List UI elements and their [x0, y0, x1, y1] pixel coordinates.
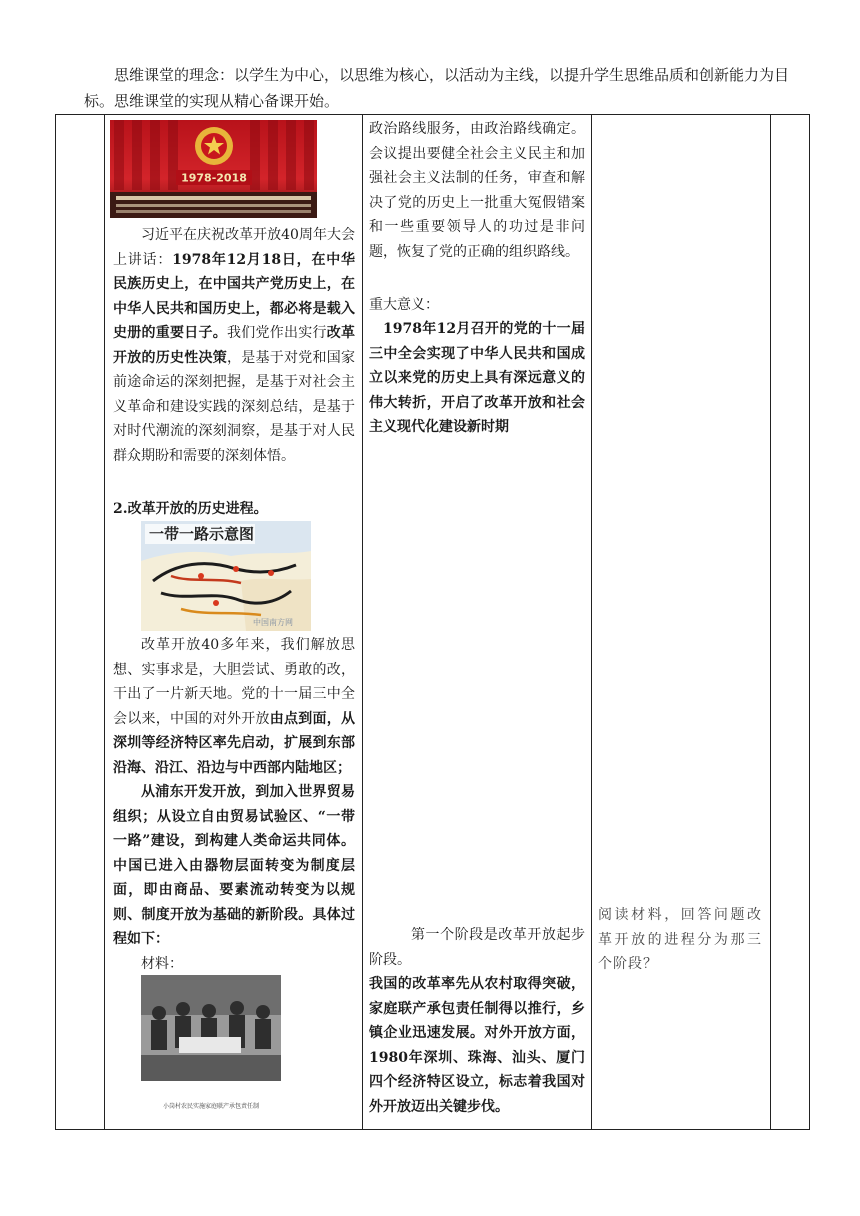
col-2-cell [105, 115, 363, 1130]
material-label: 材料： [141, 955, 183, 972]
speech-bold-date: 1978年12月18日，在中华民族历史上，在中国共产党历史上，在中华人民共和国历史上，都必将是载入史册的重要日子。 [113, 251, 356, 341]
photo-caption: 小岗村农民实施家庭联产承包责任制 [162, 1103, 259, 1110]
anniversary-banner-image [110, 120, 317, 218]
table-row [56, 115, 810, 1130]
col-4-cell [592, 115, 771, 1130]
map-watermark-text: 中国南方网 [253, 618, 293, 627]
col-5-cell [771, 115, 810, 1130]
speech-bold-decision: 改革开放的历史性决策 [113, 325, 355, 366]
plenum-paragraph: 政治路线服务，由政治路线确定。会议提出要健全社会主义民主和加强社会主义法制的任务，审查和解决了党的历史上一批重大冤假错案和一些重要领导人的功过是非问题，恢复了党的正确的组织路线。 [369, 121, 585, 260]
stage-one-heading: 第一个阶段是改革开放起步阶段。 [369, 927, 585, 968]
speech-intro: 习近平在庆祝改革开放40周年大会上讲话： [113, 227, 355, 268]
significance-paragraph: 1978年12月召开的党的十一届三中全会实现了中华人民共和国成立以来党的历史上具有深远意义的伟大转折，开启了改革开放和社会主义现代化建设新时期 [369, 321, 585, 435]
progress-text: 改革开放40多年来，我们解放思想、实事求是，大胆尝试、勇敢的改，干出了一片新天地。党的十一届三中全会以来，中国的对外开放 [113, 637, 355, 727]
map-title-text: 一带一路示意图 [149, 525, 255, 543]
header-line-2: 标。思维课堂的实现从精心备课开始。 [84, 92, 340, 110]
speech-text-3: ，是基于对党和国家前途命运的深刻把握，是基于对社会主义革命和建设实践的深刻总结，是基于对时代潮流的深刻洞察，是基于对人民群众期盼和需要的深刻体悟。 [113, 349, 355, 464]
banner-year-text: 1978-2018 [181, 171, 247, 185]
belt-road-map-image [141, 521, 311, 631]
page-header [84, 62, 804, 114]
significance-label: 重大意义： [369, 297, 439, 313]
stage-one-body: 我国的改革率先从农村取得突破，家庭联产承包责任制得以推行，乡镇企业迅速发展。对外开放方面，1980年深圳、珠海、汕头、厦门四个经济特区设立，标志着我国对外开放迈出关键步伐。 [369, 976, 585, 1115]
speech-text-2: 我们党作出实行 [227, 325, 327, 341]
xiaogang-village-photo [141, 975, 281, 1081]
col-1-cell [56, 115, 105, 1130]
section-heading-2: 2.改革开放的历史进程。 [113, 501, 268, 517]
speech-paragraph [113, 223, 355, 468]
lesson-table [55, 114, 810, 1130]
stage-one-paragraph [369, 923, 585, 1119]
progress-paragraph [113, 633, 355, 976]
col-3-cell [363, 115, 592, 1130]
header-line-1: 思维课堂的理念：以学生为中心，以思维为核心，以活动为主线，以提升学生思维品质和创新能力为目 [114, 66, 790, 84]
pudong-bold-text: 从浦东开发开放，到加入世界贸易组织；从设立自由贸易试验区、“一带一路”建设，到构建人类命运共同体。中国已进入由器物层面转变为制度层面，即由商品、要素流动转变为以规则、制度开放为基础的新阶段。具体过程如下： [113, 784, 355, 947]
progress-bold: 由点到面，从深圳等经济特区率先启动，扩展到东部沿海、沿江、沿边与中西部内陆地区； [113, 710, 355, 776]
student-task-text: 阅读材料，回答问题改革开放的进程分为那三个阶段？ [598, 907, 762, 972]
